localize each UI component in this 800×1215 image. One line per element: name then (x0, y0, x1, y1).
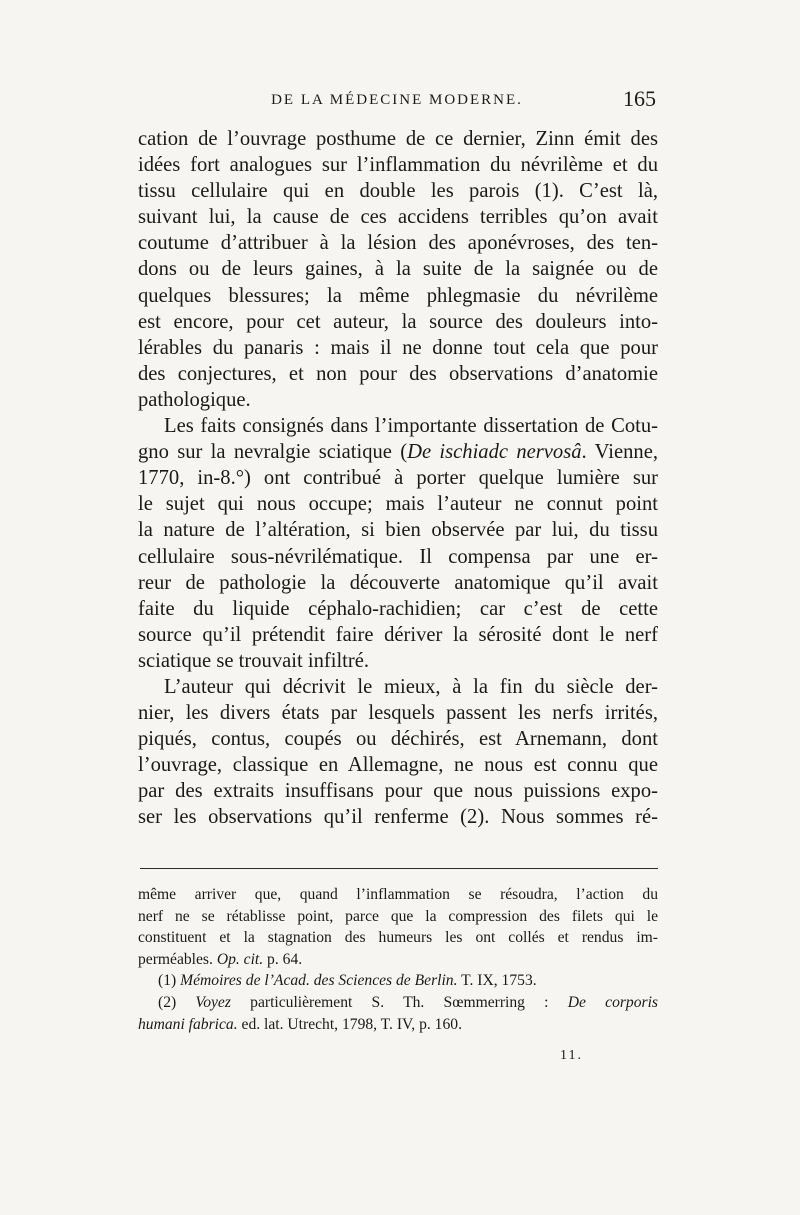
text-line: le sujet qui nous occupe; mais l’auteur ne connut point (138, 493, 658, 516)
text-line: sciatique se trouvait infiltré. (138, 649, 370, 672)
text-line: par des extraits insuffisans pour que nous puissions expo- (138, 780, 658, 803)
text-line: dons ou de leurs gaines, à la suite de la saignée ou de (138, 258, 658, 281)
footnote-line: même arriver que, quand l’inflammation se résoudra, l’action du (138, 886, 658, 903)
text-line: pathologique. (138, 388, 251, 411)
page-number: 165 (623, 86, 656, 111)
running-head (138, 86, 656, 122)
text-run: p. 64. (263, 950, 303, 968)
text-line: reur de pathologie la découverte anatomique qu’il avait (138, 571, 658, 594)
text-line: lérables du panaris : mais il ne donne tout cela que pour (138, 336, 658, 359)
footnote-line: nerf ne se rétablisse point, parce que la compression des filets qui le (138, 907, 658, 925)
paragraph-lead: L’auteur qui décrivit le mieux, à la fin du siècle der- (164, 675, 658, 698)
text-run: T. IX, 1753. (457, 972, 537, 990)
footnote-line (138, 949, 658, 971)
text-run: ed. lat. Utrecht, 1798, T. IV, p. 160. (237, 1015, 462, 1033)
text-run: perméables. (138, 950, 217, 968)
text-run: Voyez (195, 993, 231, 1011)
text-line: des conjectures, et non pour des observations d’anatomie (138, 362, 658, 385)
text-line (138, 439, 658, 465)
text-line: la nature de l’altération, si bien observée par lui, du tissu (138, 519, 658, 542)
signature-mark: 11. (560, 1048, 583, 1063)
work-title: Mémoires de l’Acad. des Sciences de Berlin. (180, 972, 458, 990)
text-line: est encore, pour cet auteur, la source des douleurs into- (138, 310, 658, 333)
text-line: nier, les divers états par lesquels passent les nerfs irrités, (138, 702, 658, 725)
text-run: particulièrement S. Th. Sœmmerring : (230, 993, 568, 1011)
text-line: cellulaire sous-névrilématique. Il compensa par une er- (138, 545, 658, 568)
text-line: l’ouvrage, classique en Allemagne, ne nous est connu que (138, 754, 658, 777)
text-line: ser les observations qu’il renferme (2). Nous sommes ré- (138, 806, 658, 829)
text-line: piqués, contus, coupés ou déchirés, est Arnemann, dont (138, 728, 658, 751)
citation: Op. cit. (216, 950, 264, 968)
text-line: suivant lui, la cause de ces accidens terribles qu’on avait (138, 206, 658, 229)
footnote-marker: (1) (158, 972, 181, 990)
footnote-line: constituent et la stagnation des humeurs les ont collés et rendus im- (138, 929, 658, 947)
work-title: De corporis (567, 993, 658, 1011)
footnote-1 (138, 970, 658, 992)
paragraph-lead: Les faits consignés dans l’importante dissertation de Cotu- (164, 415, 658, 438)
text-line: quelques blessures; la même phlegmasie du névrilème (138, 284, 658, 307)
running-title: DE LA MÉDECINE MODERNE. (271, 92, 523, 108)
footnote-line (138, 1014, 658, 1036)
text-line: source qu’il prétendit faire dériver la sérosité dont le nerf (138, 623, 658, 646)
text-line: idées fort analogues sur l’inflammation du névrilème et du (138, 154, 658, 177)
text-line: faite du liquide céphalo-rachidien; car c’est de cette (138, 597, 658, 620)
footnote-marker: (2) (158, 993, 196, 1011)
text-line: 1770, in-8.°) ont contribué à porter quelque lumière sur (138, 467, 658, 490)
text-line: cation de l’ouvrage posthume de ce dernier, Zinn émit des (138, 128, 658, 150)
body-text (138, 126, 658, 831)
text-run: . Vienne, (581, 441, 659, 464)
text-run: gno sur la nevralgie sciatique ( (138, 441, 408, 464)
footnotes (138, 884, 658, 1035)
footnote-divider (140, 868, 658, 869)
text-line: coutume d’attribuer à la lésion des aponévroses, des ten- (138, 232, 658, 255)
footnote-2 (138, 992, 658, 1014)
work-title: De ischiadc nervosâ (407, 441, 582, 464)
text-line: tissu cellulaire qui en double les parois (1). C’est là, (138, 180, 658, 203)
work-title: humani fabrica. (138, 1015, 238, 1033)
